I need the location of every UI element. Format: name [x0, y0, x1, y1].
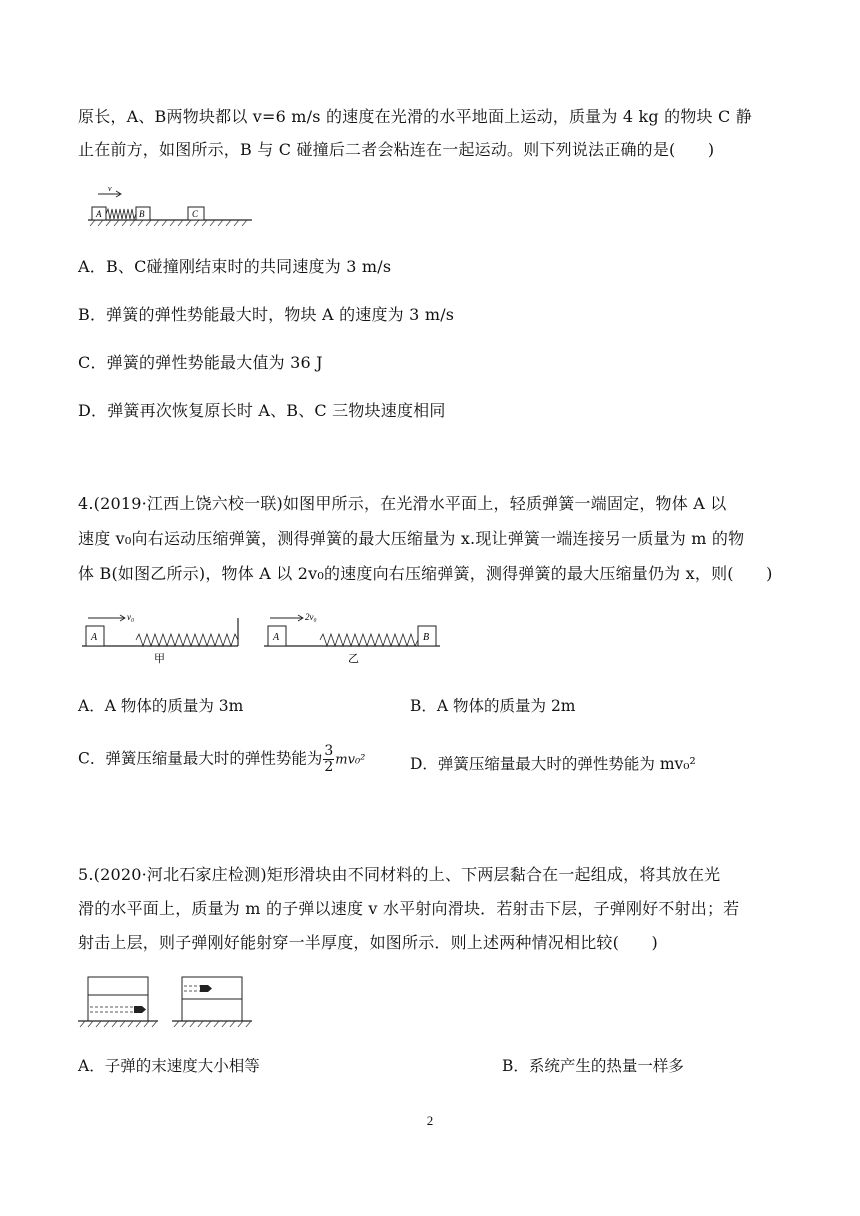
q4-option-a: A．A 物体的质量为 3m — [78, 697, 244, 715]
q5-line-3: 射击上层，则子弹刚好能射穿一半厚度，如图所示．则上述两种情况相比较( ) — [78, 933, 658, 952]
q3-block-b: B — [139, 209, 145, 219]
q4-option-c-prefix: C．弹簧压缩量最大时的弹性势能为 — [78, 749, 323, 768]
q5-option-a: A．子弹的末速度大小相等 — [78, 1057, 260, 1075]
q5-option-b: B．系统产生的热量一样多 — [502, 1057, 684, 1075]
q3-option-d: D．弹簧再次恢复原长时 A、B、C 三物块速度相同 — [78, 401, 446, 420]
q3-figure — [86, 180, 258, 228]
q3-block-a: A — [96, 209, 102, 219]
q4-yi-block-b: B — [423, 632, 430, 643]
q4-option-d: D．弹簧压缩量最大时的弹性势能为 mv₀² — [410, 755, 696, 773]
q3-option-a: A．B、C碰撞刚结束时的共同速度为 3 m/s — [78, 257, 392, 276]
q4-option-c-suffix: mv₀² — [335, 752, 366, 768]
q4-yi-v-label: 2v₀ — [305, 612, 317, 622]
q3-v-label: v — [108, 184, 112, 193]
q4-line-1: 4.(2019·江西上饶六校一联)如图甲所示，在光滑水平面上，轻质弹簧一端固定，物体 A 以 — [78, 494, 727, 513]
q4-option-c — [78, 744, 365, 775]
q3-line-2: 止在前方，如图所示，B 与 C 碰撞后二者会粘连在一起运动。则下列说法正确的是( ) — [78, 140, 715, 159]
q3-option-c: C．弹簧的弹性势能最大值为 36 J — [78, 353, 323, 372]
q4-figure-yi — [262, 606, 446, 666]
q4-yi-block-a: A — [273, 632, 280, 643]
q3-block-c: C — [192, 209, 199, 219]
q4-yi-label: 乙 — [348, 652, 359, 665]
q4-line-2: 速度 v₀向右运动压缩弹簧，测得弹簧的最大压缩量为 x.现让弹簧一端连接另一质量为 m 的物 — [78, 529, 745, 548]
q3-line-1: 原长，A、B两物块都以 v=6 m/s 的速度在光滑的水平地面上运动，质量为 4 kg 的物块 C 静 — [78, 107, 752, 126]
q4-line-3: 体 B(如图乙所示)，物体 A 以 2v₀的速度向右压缩弹簧，测得弹簧的最大压缩量仍为 x，则( ) — [78, 564, 773, 583]
q5-line-2: 滑的水平面上，质量为 m 的子弹以速度 v 水平射向滑块．若射击下层，子弹刚好不射出；若 — [78, 899, 740, 918]
q5-figure-upper-layer — [172, 974, 262, 1030]
q3-option-b: B．弹簧的弹性势能最大时，物块 A 的速度为 3 m/s — [78, 305, 455, 324]
q4-jia-label: 甲 — [154, 652, 165, 665]
q4-option-b: B．A 物体的质量为 2m — [410, 697, 576, 715]
q4-option-c-fraction — [323, 744, 334, 775]
q5-figure-lower-layer — [78, 974, 168, 1030]
q4-jia-v-label: v₀ — [127, 612, 135, 622]
q4-jia-block-a: A — [91, 632, 98, 643]
page-number: 2 — [426, 1113, 434, 1128]
q5-line-1: 5.(2020·河北石家庄检测)矩形滑块由不同材料的上、下两层黏合在一起组成，将其放在光 — [78, 865, 721, 884]
q4-figure-jia — [80, 606, 244, 666]
fraction-numerator: 3 — [324, 743, 334, 759]
fraction-denominator: 2 — [324, 759, 334, 775]
